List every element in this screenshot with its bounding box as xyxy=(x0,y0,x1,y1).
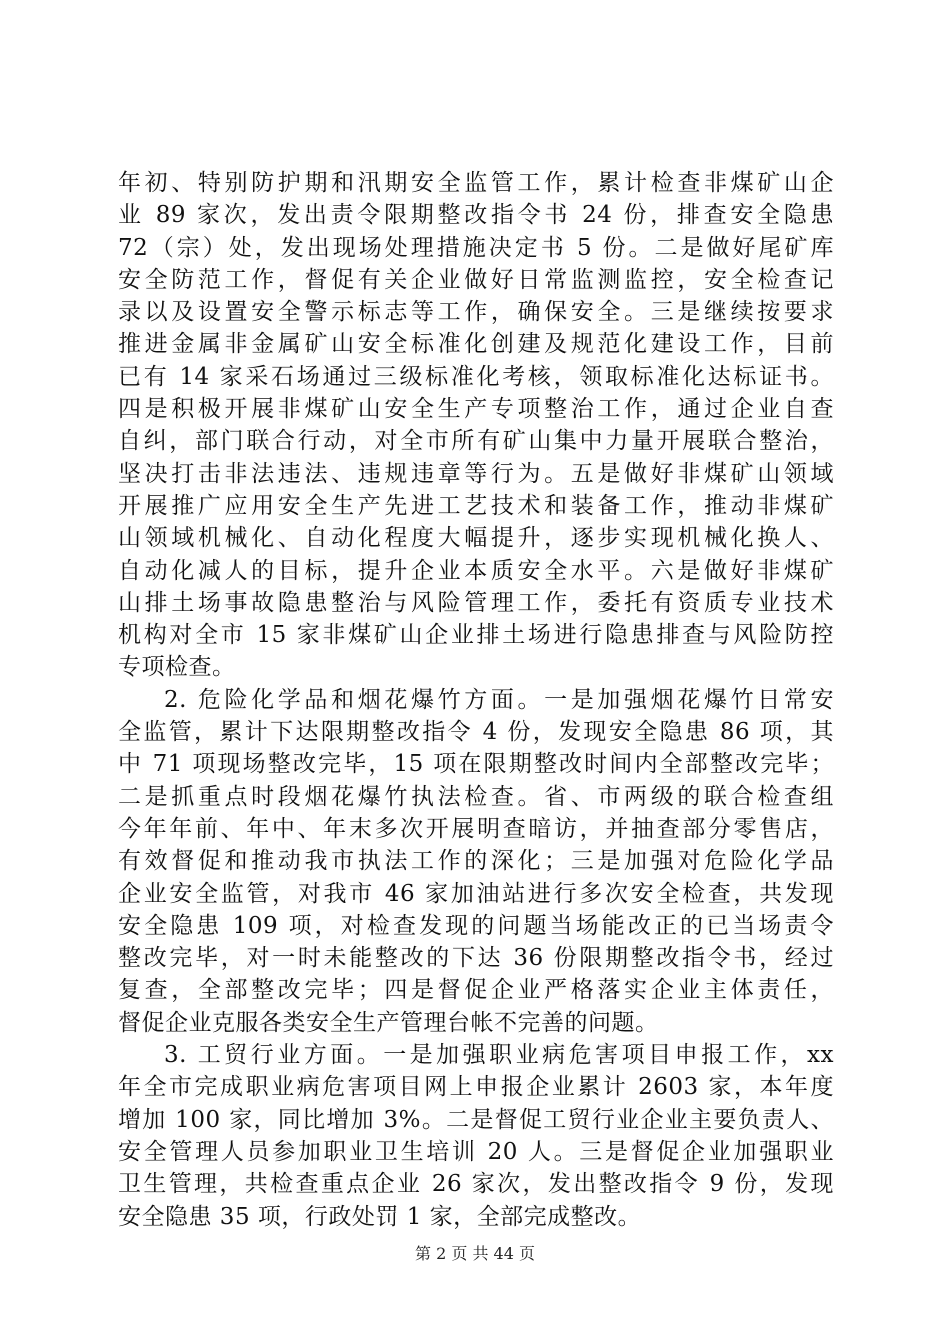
text-line: 年全市完成职业病危害项目网上申报企业累计 2603 家，本年度 xyxy=(118,1074,834,1101)
page-footer: 第 2 页 共 44 页 xyxy=(415,1244,535,1263)
text-line: 录以及设置安全警示标志等工作，确保安全。三是继续按要求 xyxy=(118,299,834,326)
text-line: 安全隐患 35 项，行政处罚 1 家，全部完成整改。 xyxy=(118,1203,642,1230)
text-line: 山领域机械化、自动化程度大幅提升，逐步实现机械化换人、 xyxy=(118,525,834,552)
text-line: 开展推广应用安全生产先进工艺技术和装备工作，推动非煤矿 xyxy=(118,492,834,519)
text-line: 中 71 项现场整改完毕，15 项在限期整改时间内全部整改完毕； xyxy=(118,751,834,778)
text-line: 坚决打击非法违法、违规违章等行为。五是做好非煤矿山领域 xyxy=(118,460,834,487)
text-line: 企业安全监管，对我市 46 家加油站进行多次安全检查，共发现 xyxy=(118,880,834,907)
text-line: 推进金属非金属矿山安全标准化创建及规范化建设工作，目前 xyxy=(118,331,834,358)
text-line: 业 89 家次，发出责令限期整改指令书 24 份，排查安全隐患 xyxy=(118,202,834,229)
text-line: 专项检查。 xyxy=(118,654,236,681)
text-line: 整改完毕，对一时未能整改的下达 36 份限期整改指令书，经过 xyxy=(118,945,834,972)
text-line: 全监管，累计下达限期整改指令 4 份，发现安全隐患 86 项，其 xyxy=(118,719,834,746)
text-line: 有效督促和推动我市执法工作的深化；三是加强对危险化学品 xyxy=(118,848,834,875)
text-line: 卫生管理，共检查重点企业 26 家次，发出整改指令 9 份，发现 xyxy=(118,1171,834,1198)
text-line: 安全防范工作，督促有关企业做好日常监测监控，安全检查记 xyxy=(118,266,834,293)
text-line: 复查，全部整改完毕；四是督促企业严格落实企业主体责任， xyxy=(118,977,834,1004)
text-line: 督促企业克服各类安全生产管理台帐不完善的问题。 xyxy=(118,1009,659,1036)
text-line: 二是抓重点时段烟花爆竹执法检查。省、市两级的联合检查组 xyxy=(118,783,834,810)
text-line: 安全管理人员参加职业卫生培训 20 人。三是督促企业加强职业 xyxy=(118,1138,834,1165)
text-line: 年初、特别防护期和汛期安全监管工作，累计检查非煤矿山企 xyxy=(118,170,834,196)
text-line: 72（宗）处，发出现场处理措施决定书 5 份。二是做好尾矿库 xyxy=(118,234,834,261)
text-line: 四是积极开展非煤矿山安全生产专项整治工作，通过企业自查 xyxy=(118,396,834,423)
document-body xyxy=(118,167,834,1233)
text-line: 今年年前、年中、年末多次开展明查暗访，并抽查部分零售店， xyxy=(118,815,834,842)
text-line: 增加 100 家，同比增加 3%。二是督促工贸行业企业主要负责人、 xyxy=(118,1106,834,1133)
text-line: 机构对全市 15 家非煤矿山企业排土场进行隐患排查与风险防控 xyxy=(118,622,834,649)
text-line: 山排土场事故隐患整治与风险管理工作，委托有资质专业技术 xyxy=(118,589,834,616)
text-line: 已有 14 家采石场通过三级标准化考核，领取标准化达标证书。 xyxy=(118,363,834,390)
text-line: 3. 工贸行业方面。一是加强职业病危害项目申报工作，xx xyxy=(164,1042,834,1069)
text-line: 2. 危险化学品和烟花爆竹方面。一是加强烟花爆竹日常安 xyxy=(164,686,834,713)
text-line: 安全隐患 109 项，对检查发现的问题当场能改正的已当场责令 xyxy=(118,912,834,939)
text-line: 自纠，部门联合行动，对全市所有矿山集中力量开展联合整治， xyxy=(118,428,834,455)
text-line: 自动化减人的目标，提升企业本质安全水平。六是做好非煤矿 xyxy=(118,557,834,584)
